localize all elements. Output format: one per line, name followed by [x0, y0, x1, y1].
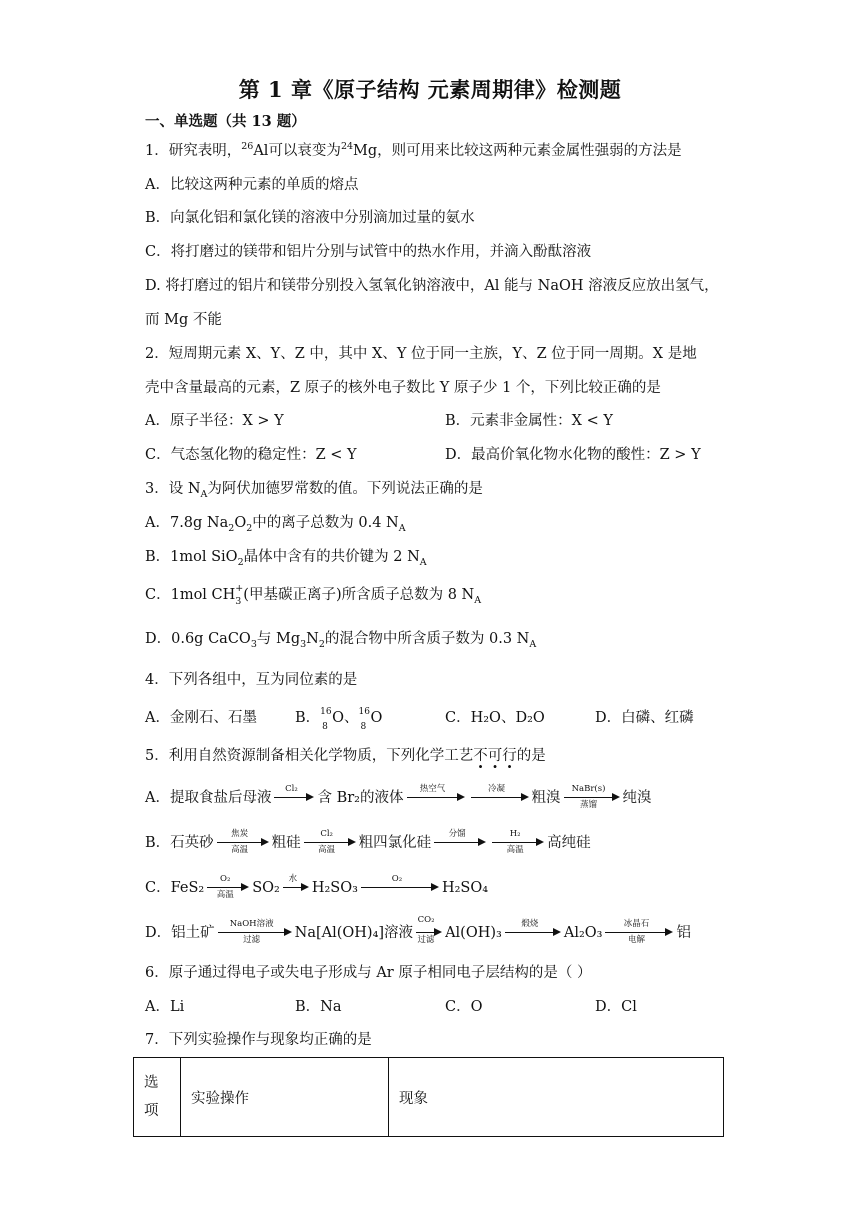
section-heading: 一、单选题（共 13 题） [145, 113, 306, 130]
q4-option-b: B． 16 8 O、 16 8 O [295, 707, 383, 732]
table-header-phenomenon: 现象 [389, 1058, 724, 1137]
q6-option-d: D．Cl [595, 999, 637, 1015]
q6-option-c: C．O [445, 999, 483, 1015]
q2-option-c: C．气态氢化物的稳定性：Z < Y [145, 447, 357, 463]
q5-option-b: B．石英砂 焦炭 高温 粗硅 Cl₂ 高温 粗四氯化硅 分馏 H₂ 高温 高纯硅 [145, 829, 591, 855]
q2-option-b: B．元素非金属性：X < Y [445, 413, 613, 429]
q5-option-a: A．提取食盐后母液 Cl₂ 含 Br₂的液体 热空气 冷凝 粗溴 NaBr(s) 蒸馏 纯溴 [145, 784, 652, 810]
q4-option-c: C．H₂O、D₂O [445, 710, 545, 726]
q5-option-c: C．FeS₂ O₂ 高温 SO₂ 水 H₂SO₃ O₂ H₂SO₄ [145, 874, 489, 900]
q3-option-d: D．0.6g CaCO$_3$与 $Mg_3N_2$的混合物中所含质子数为 0.3 $N_A$ [145, 631, 537, 650]
q1-option-d-line1: D. 将打磨过的铝片和镁带分别投入氢氧化钠溶液中，Al 能与 NaOH 溶液反应放出氢气， [145, 278, 719, 294]
q6-option-b: B．Na [295, 999, 342, 1015]
q3-option-b: B．1mol SiO$_2$晶体中含有的共价键为 2 $N_A$ [145, 549, 427, 568]
q1-option-b: B．向氯化铝和氯化镁的溶液中分别滴加过量的氨水 [145, 210, 475, 226]
q4-option-a: A．金刚石、石墨 [145, 710, 257, 726]
question-4-stem: 4．下列各组中，互为同位素的是 [145, 672, 358, 688]
table-header-option: 选 项 [134, 1058, 181, 1137]
q1-option-a: A．比较这两种元素的单质的熔点 [145, 177, 359, 193]
table-header-row [134, 1058, 724, 1137]
q4-options [145, 707, 745, 732]
q6-option-a: A．Li [145, 999, 185, 1015]
table-header-operation: 实验操作 [181, 1058, 389, 1137]
q7-table [133, 1057, 724, 1137]
q3-option-c: C．1mol CH + 3 (甲基碳正离子)所含质子总数为 8 $N_A$ [145, 583, 482, 607]
q2-options-row1 [145, 411, 745, 431]
question-5-stem: 5．利用自然资源制备相关化学物质，下列化学工艺不可行的是 [145, 748, 546, 764]
q4-option-d: D．白磷、红磷 [595, 710, 694, 726]
q1-option-c: C．将打磨过的镁带和铝片分别与试管中的热水作用，并滴入酚酞溶液 [145, 244, 592, 260]
question-6-stem: 6．原子通过得电子或失电子形成与 Ar 原子相同电子层结构的是（ ） [145, 965, 592, 981]
q6-options [145, 997, 745, 1017]
q2-options-row2 [145, 445, 745, 465]
question-7-stem: 7．下列实验操作与现象均正确的是 [145, 1032, 372, 1048]
page-title: 第 1 章《原子结构 元素周期律》检测题 [238, 77, 622, 102]
question-3-stem: 3．设 $N_A$为阿伏加德罗常数的值。下列说法正确的是 [145, 481, 483, 500]
question-2-stem-line2: 壳中含量最高的元素，Z 原子的核外电子数比 Y 原子少 1 个，下列比较正确的是 [145, 380, 661, 396]
q5-option-d: D．铝土矿 NaOH溶液 过滤 Na[Al(OH)₄]溶液 CO₂ 过滤 Al(OH)₃ 煅烧 Al₂O₃ 冰晶石 电解 铝 [145, 915, 691, 945]
question-2-stem-line1: 2．短周期元素 X、Y、Z 中，其中 X、Y 位于同一主族，Y、Z 位于同一周期。X 是地 [145, 346, 697, 362]
q2-option-d: D．最高价氧化物水化物的酸性：Z > Y [445, 447, 701, 463]
question-1-stem: 1．研究表明，$^{26}$Al可以衰变为$^{24}$Mg，则可用来比较这两种元素金属性强弱的方法是 [145, 141, 682, 159]
q2-option-a: A．原子半径：X > Y [145, 413, 284, 429]
q1-option-d-line2: 而 Mg 不能 [145, 312, 222, 328]
q3-option-a: A．7.8g $Na_2O_2$中的离子总数为 0.4 $N_A$ [145, 515, 406, 534]
